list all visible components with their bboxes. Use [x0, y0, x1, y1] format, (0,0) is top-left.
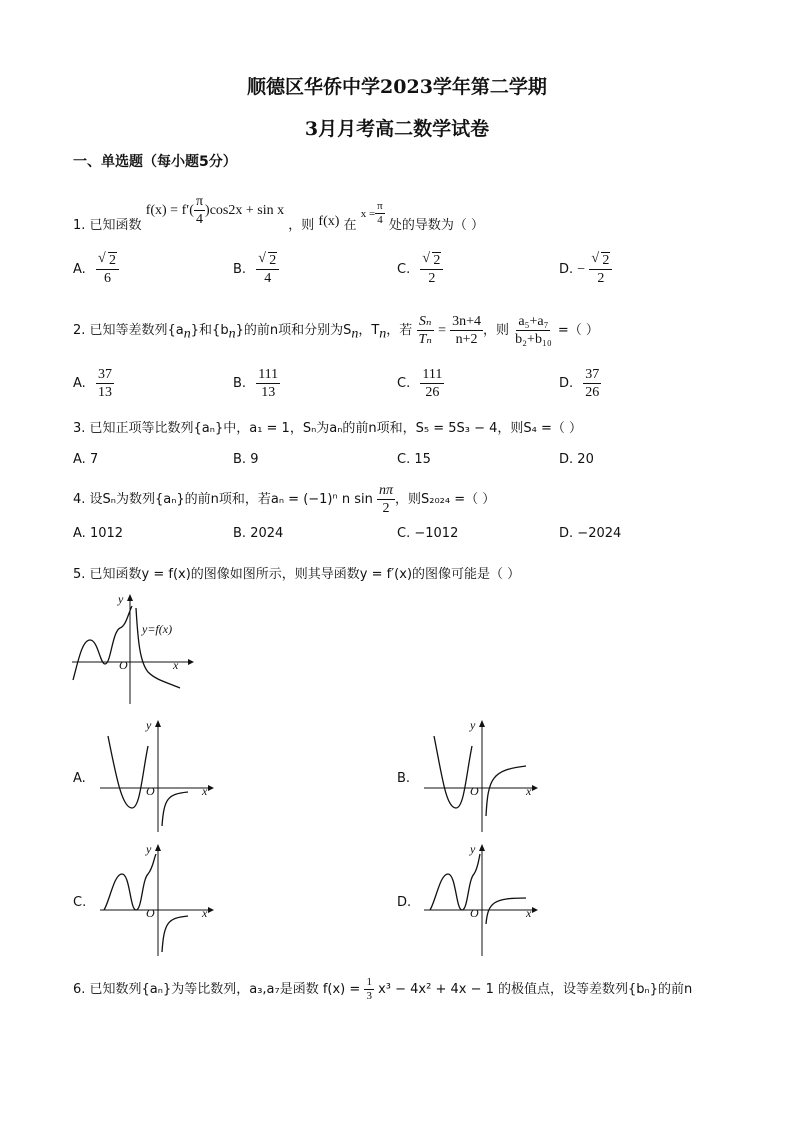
- q2-frac2-num: 3n+4: [452, 314, 482, 329]
- q6-frac-num: 1: [366, 976, 372, 988]
- q2-option-c: [397, 366, 444, 401]
- option-den: 13: [261, 385, 276, 400]
- option-den: 13: [97, 385, 112, 400]
- y-axis-arrow: [479, 844, 485, 851]
- q1-x-den: 4: [377, 214, 383, 226]
- option-letter: A.: [73, 262, 86, 277]
- q2-text-d: ，T: [358, 323, 380, 338]
- option-value: −1012: [414, 526, 459, 541]
- curve-left: [434, 736, 472, 808]
- q1-at: 在: [343, 218, 357, 233]
- curve-right: [486, 898, 526, 924]
- q2-option-a: [73, 366, 114, 401]
- q1-option-d: [559, 252, 612, 287]
- q1-x-num: π: [377, 200, 383, 212]
- option-num: 37: [97, 367, 112, 382]
- option-radicand: 2: [269, 253, 277, 268]
- q5-option-b-letter: B.: [397, 771, 411, 786]
- question-4: [73, 482, 495, 517]
- y-axis-arrow: [155, 844, 161, 851]
- q2-frac2-den: n+2: [455, 332, 478, 347]
- q4-option-a: [73, 526, 123, 541]
- option-den: 4: [264, 271, 272, 286]
- option-den: 2: [428, 271, 436, 286]
- option-sign: −: [577, 262, 586, 277]
- option-b-svg: [422, 716, 542, 838]
- main-curve-label: y=f(x): [142, 622, 173, 636]
- q6-text-a: 6. 已知数列{aₙ}为等比数列，a₃,a₇是函数 f(x) =: [73, 982, 361, 997]
- option-value: −2024: [577, 526, 622, 541]
- option-radicand: 2: [602, 253, 610, 268]
- q1-fx: f(x): [318, 214, 340, 229]
- q1-func-rhs: )cos2x + sin x: [205, 203, 285, 218]
- main-graph-svg: [68, 592, 198, 712]
- q2-frac3-num: a₅+a₇: [518, 314, 549, 329]
- q2-frac1-den: Tₙ: [418, 332, 432, 347]
- option-den: 6: [103, 271, 111, 286]
- q1-func-frac-num: π: [195, 194, 204, 209]
- q1-mid: ，则: [288, 218, 315, 233]
- option-letter: B.: [233, 376, 247, 391]
- option-letter: A.: [73, 526, 86, 541]
- question-1: [73, 190, 485, 233]
- q1-option-c: [397, 252, 443, 287]
- option-letter: B.: [233, 452, 247, 467]
- q5-main-graph: [68, 592, 198, 712]
- curve-left: [430, 854, 480, 910]
- q5-option-a-graph: [98, 716, 218, 838]
- option-c-svg: [98, 840, 218, 962]
- axis-y-label: y: [470, 718, 476, 732]
- option-den: 26: [585, 385, 600, 400]
- q1-prefix: 1. 已知函数: [73, 218, 142, 233]
- x-axis-arrow: [208, 907, 214, 913]
- curve-right: [136, 608, 180, 688]
- axis-origin-label: O: [470, 784, 479, 798]
- option-a-svg: [98, 716, 218, 838]
- curve-right: [162, 916, 188, 952]
- q1-func-frac-den: 4: [196, 212, 203, 227]
- q3-option-b: [233, 452, 258, 467]
- question-6: [73, 976, 692, 1003]
- section-heading: 一、单选题（每小题5分）: [73, 154, 237, 170]
- q3-option-c: [397, 452, 431, 467]
- option-den: 2: [597, 271, 605, 286]
- option-letter: C.: [397, 376, 411, 391]
- q4-option-b: [233, 526, 283, 541]
- q5-option-b-graph: [422, 716, 542, 838]
- curve-right: [486, 766, 526, 816]
- option-letter: D.: [559, 526, 574, 541]
- axis-x-label: x: [526, 906, 532, 920]
- q4-frac-num: nπ: [378, 483, 393, 498]
- question-3: 3. 已知正项等比数列{aₙ}中，a₁ = 1，Sₙ为aₙ的前n项和，S₅ = 5S₃ − 4，则S₄ =（ ）: [73, 421, 583, 436]
- q2-frac1-num: Sₙ: [418, 314, 432, 329]
- q1-x-frac: [375, 200, 385, 227]
- option-value: 20: [577, 452, 594, 467]
- option-value: 1012: [89, 526, 124, 541]
- x-axis-arrow: [532, 785, 538, 791]
- option-den: 26: [425, 385, 440, 400]
- option-letter: A.: [73, 452, 86, 467]
- q6-text-b: x³ − 4x² + 4x − 1 的极值点，设等差数列{bₙ}的前n: [378, 982, 693, 997]
- option-letter: D.: [559, 452, 574, 467]
- q5-option-d-letter: D.: [397, 895, 412, 910]
- q2-option-d: [559, 366, 601, 401]
- question-2: 2. 已知等差数列$\{a_n\}$和$\{b_n\}$的前n项和分别为$S_n$，$T_n$，若 $\frac{\text{Sₙ}}{\text{Tₙ}}$ = $\frac{3n+4}{n+2}$ ，则 $\frac{\text{a₅+a₇}}{\text{b₂+b₁₀}}$ =（ ）: [73, 314, 599, 347]
- q1-option-a: [73, 252, 119, 287]
- option-letter: D.: [559, 376, 574, 391]
- q1-option-b: [233, 252, 279, 287]
- y-axis-arrow: [155, 720, 161, 727]
- y-axis-arrow: [479, 720, 485, 727]
- q4-option-c: [397, 526, 458, 541]
- q3-option-d: [559, 452, 594, 467]
- q4-option-d: [559, 526, 621, 541]
- option-radicand: 2: [433, 253, 441, 268]
- axis-x-label: x: [202, 906, 208, 920]
- option-num: 111: [258, 367, 279, 382]
- option-value: 7: [89, 452, 99, 467]
- question-5: 5. 已知函数y = f(x)的图像如图所示，则其导函数y = f′(x)的图像可能是（ ）: [73, 567, 521, 582]
- option-letter: C.: [397, 452, 411, 467]
- q2-frac3-den: b₂+b₁₀: [515, 332, 552, 347]
- option-value: 2024: [250, 526, 284, 541]
- axis-origin-label: O: [146, 906, 155, 920]
- q1-tail: 处的导数为（ ）: [388, 218, 485, 233]
- q1-func-frac: [194, 193, 205, 228]
- main-x-label: x: [173, 658, 179, 672]
- curve-left: [108, 736, 148, 808]
- q2-text-b: }和{b: [190, 323, 229, 338]
- option-letter: B.: [233, 526, 247, 541]
- main-origin-label: O: [119, 658, 128, 672]
- axis-y-label: y: [146, 718, 152, 732]
- main-y-label: y: [118, 592, 124, 606]
- q3-option-a: [73, 452, 98, 467]
- axis-origin-label: O: [470, 906, 479, 920]
- option-letter: C.: [397, 526, 411, 541]
- option-d-svg: [422, 840, 542, 962]
- q1-x-eq: x =: [360, 208, 376, 220]
- option-letter: A.: [73, 376, 86, 391]
- q2-eq: =: [438, 323, 446, 338]
- x-axis-arrow: [532, 907, 538, 913]
- q4-frac-den: 2: [382, 501, 390, 516]
- q4-tail: ，则S₂₀₂₄ =（ ）: [394, 492, 496, 507]
- q1-func-lhs: f(x) = f′(: [145, 203, 194, 218]
- q2-option-b: [233, 366, 280, 401]
- option-value: 9: [250, 452, 259, 467]
- q2-text-c: }的前n项和分别为S: [235, 323, 352, 338]
- axis-origin-label: O: [146, 784, 155, 798]
- q2-text-e: ，若: [386, 323, 413, 338]
- axis-y-label: y: [470, 842, 476, 856]
- q5-option-a-letter: A.: [73, 771, 86, 786]
- option-letter: C.: [397, 262, 411, 277]
- y-axis-arrow: [127, 594, 133, 601]
- curve-right: [162, 792, 188, 826]
- option-num: 37: [585, 367, 600, 382]
- q4-text-a: 4. 设Sₙ为数列{aₙ}的前n项和，若aₙ = (−1)ⁿ n sin: [73, 492, 373, 507]
- q6-frac-den: 3: [366, 990, 372, 1002]
- axis-x-label: x: [526, 784, 532, 798]
- q2-tail: =（ ）: [557, 323, 599, 338]
- option-num: 111: [422, 367, 443, 382]
- option-radicand: 2: [108, 253, 116, 268]
- option-value: 15: [414, 452, 431, 467]
- q5-option-d-graph: [422, 840, 542, 962]
- axis-y-label: y: [146, 842, 152, 856]
- option-letter: B.: [233, 262, 247, 277]
- page-title: 顺德区华侨中学2023学年第二学期: [247, 76, 547, 98]
- axis-x-label: x: [202, 784, 208, 798]
- q5-option-c-graph: [98, 840, 218, 962]
- x-axis-arrow: [188, 659, 194, 665]
- q5-option-c-letter: C.: [73, 895, 87, 910]
- page-subtitle: 3月月考高二数学试卷: [304, 118, 490, 140]
- option-letter: D.: [559, 262, 574, 277]
- curve-left: [104, 854, 156, 910]
- x-axis-arrow: [208, 785, 214, 791]
- q2-text-a: 2. 已知等差数列{a: [73, 323, 184, 338]
- q2-text-f: ，则: [483, 323, 510, 338]
